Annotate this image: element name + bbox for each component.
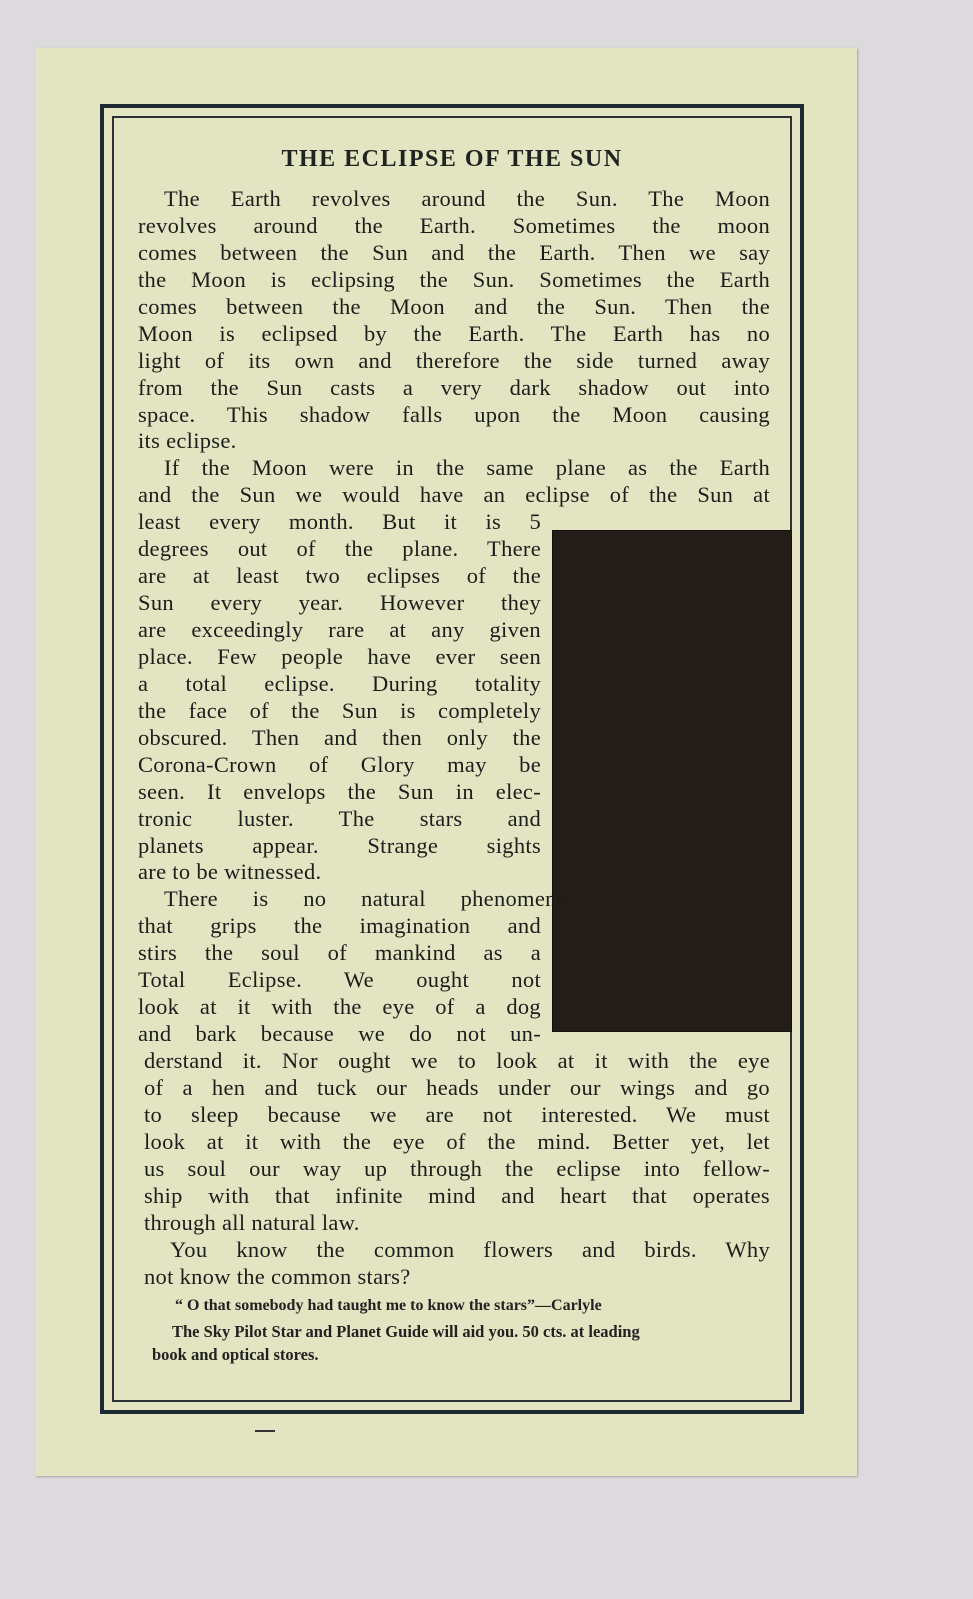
- text-line: are to be witnessed.: [138, 859, 322, 885]
- text-line: and the Sun we would have an eclipse of the Sun at: [138, 482, 770, 508]
- text-line: tronic luster. The stars and: [138, 805, 541, 831]
- text-line: obscured. Then and then only the: [138, 724, 541, 750]
- advert-line-2: book and optical stores.: [152, 1345, 319, 1364]
- page-title: THE ECLIPSE OF THE SUN: [281, 146, 623, 172]
- text-line: Sun every year. However they: [138, 590, 541, 616]
- advert-line-1: The Sky Pilot Star and Planet Guide will aid you. 50 cts. at leading: [172, 1322, 640, 1341]
- text-line: of a hen and tuck our heads under our wings and go: [144, 1074, 770, 1100]
- text-line: least every month. But it is 5: [138, 509, 541, 535]
- text-line: are exceedingly rare at any given: [138, 617, 541, 642]
- text-line: seen. It envelops the Sun in elec-: [138, 778, 541, 804]
- text-line: The Earth revolves around the Sun. The Moon: [164, 186, 770, 211]
- text-line: the Moon is eclipsing the Sun. Sometimes the Earth: [138, 266, 770, 292]
- text-line: look at it with the eye of a dog: [138, 994, 541, 1020]
- text-line: Total Eclipse. We ought not: [138, 967, 541, 993]
- text-line: If the Moon were in the same plane as the Earth: [164, 455, 770, 481]
- text-line: There is no natural phenomena: [164, 886, 567, 912]
- article-body: [138, 186, 770, 1290]
- text-line: ship with that infinite mind and heart that operates: [144, 1182, 770, 1208]
- text-line: comes between the Sun and the Earth. Then we say: [138, 239, 770, 265]
- text-line: to sleep because we are not interested. We must: [144, 1101, 770, 1127]
- text-line: revolves around the Earth. Sometimes the moon: [138, 212, 770, 238]
- text-line: look at it with the eye of the mind. Better yet, let: [144, 1128, 770, 1154]
- text-line: from the Sun casts a very dark shadow out into: [138, 374, 770, 400]
- page-mark: [255, 1430, 275, 1432]
- text-line: planets appear. Strange sights: [138, 832, 541, 858]
- text-line: space. This shadow falls upon the Moon causing: [138, 401, 770, 427]
- text-line: You know the common flowers and birds. Why: [170, 1236, 770, 1262]
- carlyle-quote: “ O that somebody had taught me to know the stars”—Carlyle: [175, 1297, 602, 1314]
- text-line: that grips the imagination and: [138, 913, 541, 939]
- text-line: the face of the Sun is completely: [138, 697, 541, 723]
- text-line: place. Few people have ever seen: [138, 643, 541, 669]
- text-line: Moon is eclipsed by the Earth. The Earth has no: [138, 320, 770, 346]
- text-line: are at least two eclipses of the: [138, 563, 541, 589]
- text-line: derstand it. Nor ought we to look at it with the eye: [144, 1048, 770, 1073]
- text-line: not know the common stars?: [144, 1263, 411, 1289]
- text-line: stirs the soul of mankind as a: [138, 940, 541, 966]
- text-line: through all natural law.: [144, 1209, 360, 1235]
- text-line: a total eclipse. During totality: [138, 670, 541, 696]
- text-line: Corona-Crown of Glory may be: [138, 751, 541, 777]
- text-line: degrees out of the plane. There: [138, 536, 541, 562]
- text-line: light of its own and therefore the side turned away: [138, 347, 770, 373]
- text-line: us soul our way up through the eclipse into fellow-: [144, 1155, 770, 1181]
- text-line: its eclipse.: [138, 428, 237, 454]
- text-line: and bark because we do not un-: [138, 1021, 541, 1047]
- text-line: comes between the Moon and the Sun. Then the: [138, 293, 770, 319]
